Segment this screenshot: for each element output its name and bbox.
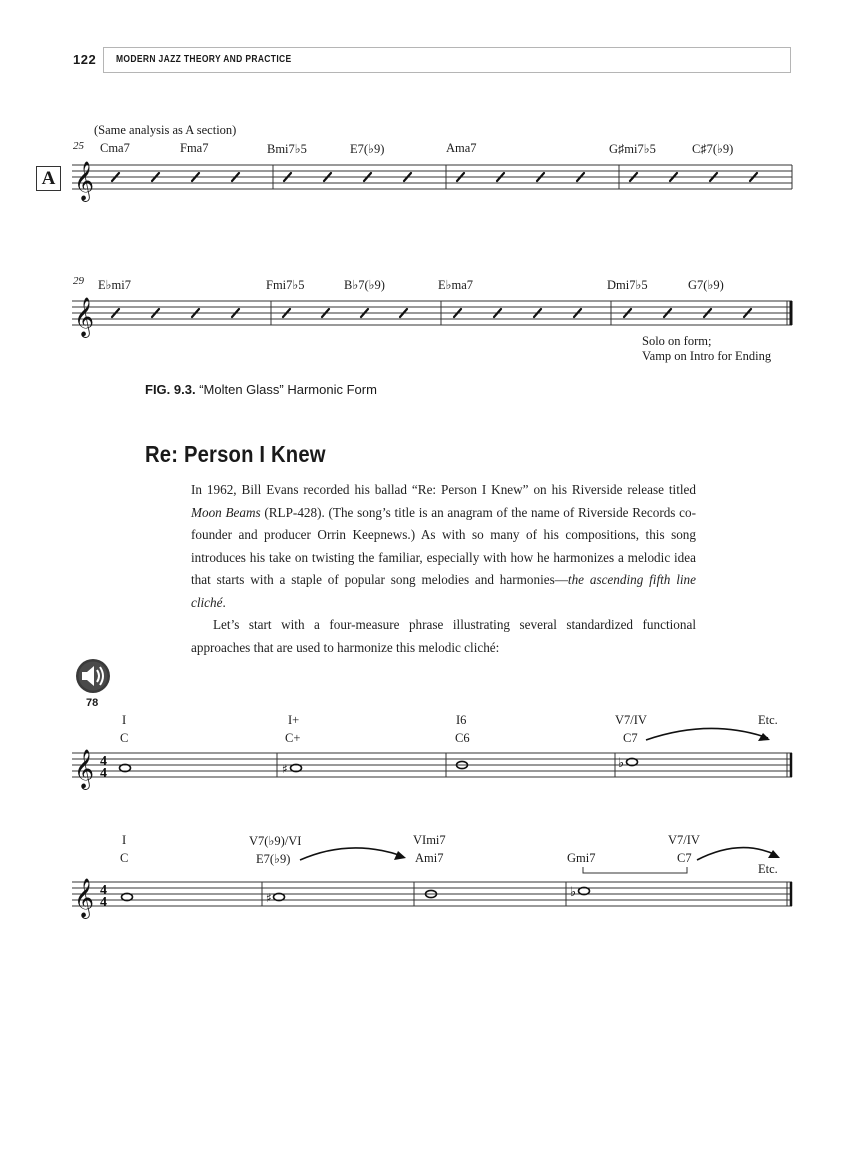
- svg-text:𝄞: 𝄞: [74, 297, 95, 337]
- roman-numeral: V7/IV: [668, 833, 700, 847]
- svg-text:4: 4: [100, 895, 107, 910]
- etc-label: Etc.: [758, 713, 778, 727]
- measure-number-29: 29: [73, 275, 84, 287]
- etc-label: Etc.: [758, 862, 778, 876]
- svg-text:♯: ♯: [266, 891, 272, 905]
- chord-symbol: Fma7: [180, 141, 209, 155]
- ending-note-line-1: Solo on form;: [642, 334, 712, 348]
- cliche-term: the ascending fifth line cliché: [191, 572, 696, 610]
- analysis-annotation: (Same analysis as A section): [94, 123, 237, 137]
- svg-text:♭: ♭: [570, 885, 577, 900]
- section-marker-a: A: [36, 166, 61, 191]
- chord-symbol: G♯mi7♭5: [609, 142, 656, 156]
- roman-numeral: VImi7: [413, 833, 446, 847]
- paragraph-2: Let’s start with a four-measure phrase illustrating several standardized functional approaches that are used to harmonize this melodic cliché:: [191, 617, 696, 655]
- svg-text:𝄞: 𝄞: [74, 749, 95, 789]
- svg-text:4: 4: [100, 754, 107, 769]
- chord-symbol: C+: [285, 731, 301, 745]
- book-title: MODERN JAZZ THEORY AND PRACTICE: [116, 54, 292, 65]
- chord-symbol: Ama7: [446, 141, 477, 155]
- chord-symbol: C7: [623, 731, 638, 745]
- album-title: Moon Beams: [191, 504, 261, 520]
- chord-symbol: C: [120, 731, 129, 745]
- chord-symbol: C6: [455, 731, 470, 745]
- chord-symbol: C♯7(♭9): [692, 142, 734, 156]
- figure-label: FIG. 9.3.: [145, 382, 196, 397]
- chord-symbol: Ami7: [415, 851, 444, 865]
- figure-title: “Molten Glass” Harmonic Form: [199, 382, 377, 397]
- chord-symbol: C7: [677, 851, 692, 865]
- paragraph-1: In 1962, Bill Evans recorded his ballad “Re: Person I Knew” on his Riverside release titled Moon Beams (RLP-428). (The song’s title is an anagram of the name of Riverside Records co-founder and producer Orrin Keepnews.) As with so many of his compositions, this song introduces his take on twisting the familiar, especially with how he harmonizes a melodic idea that starts with a staple of popular song melodies and harmonies—the ascending fifth line cliché.: [191, 482, 696, 610]
- chord-symbol: E7(♭9): [350, 142, 385, 156]
- chord-symbol: Gmi7: [567, 851, 596, 865]
- roman-numeral: I: [122, 713, 127, 727]
- measure-number-25: 25: [73, 140, 84, 152]
- roman-numeral: I: [122, 833, 127, 847]
- chord-symbol: G7(♭9): [688, 278, 724, 292]
- chord-symbol: Fmi7♭5: [266, 278, 305, 292]
- svg-text:4: 4: [100, 883, 107, 898]
- chord-symbol: E7(♭9): [256, 852, 291, 866]
- roman-numeral: V7/IV: [615, 713, 647, 727]
- audio-track-number: 78: [86, 697, 99, 709]
- svg-text:𝄞: 𝄞: [74, 878, 95, 918]
- chord-symbol: Cma7: [100, 141, 130, 155]
- chord-symbol: E♭ma7: [438, 278, 474, 292]
- roman-numeral: V7(♭9)/VI: [249, 834, 302, 848]
- roman-numeral: I6: [456, 713, 467, 727]
- chord-symbol: Bmi7♭5: [267, 142, 307, 156]
- chord-symbol: Dmi7♭5: [607, 278, 648, 292]
- ending-note-line-2: Vamp on Intro for Ending: [642, 349, 772, 363]
- chord-symbol: C: [120, 851, 129, 865]
- svg-text:♯: ♯: [282, 762, 288, 776]
- chord-symbol: E♭mi7: [98, 278, 131, 292]
- svg-text:♭: ♭: [618, 756, 625, 771]
- svg-text:4: 4: [100, 766, 107, 781]
- page-number: 122: [73, 52, 97, 67]
- svg-text:𝄞: 𝄞: [74, 161, 95, 201]
- roman-numeral: I+: [288, 713, 300, 727]
- section-heading: Re: Person I Knew: [145, 441, 326, 467]
- chord-symbol: B♭7(♭9): [344, 278, 385, 292]
